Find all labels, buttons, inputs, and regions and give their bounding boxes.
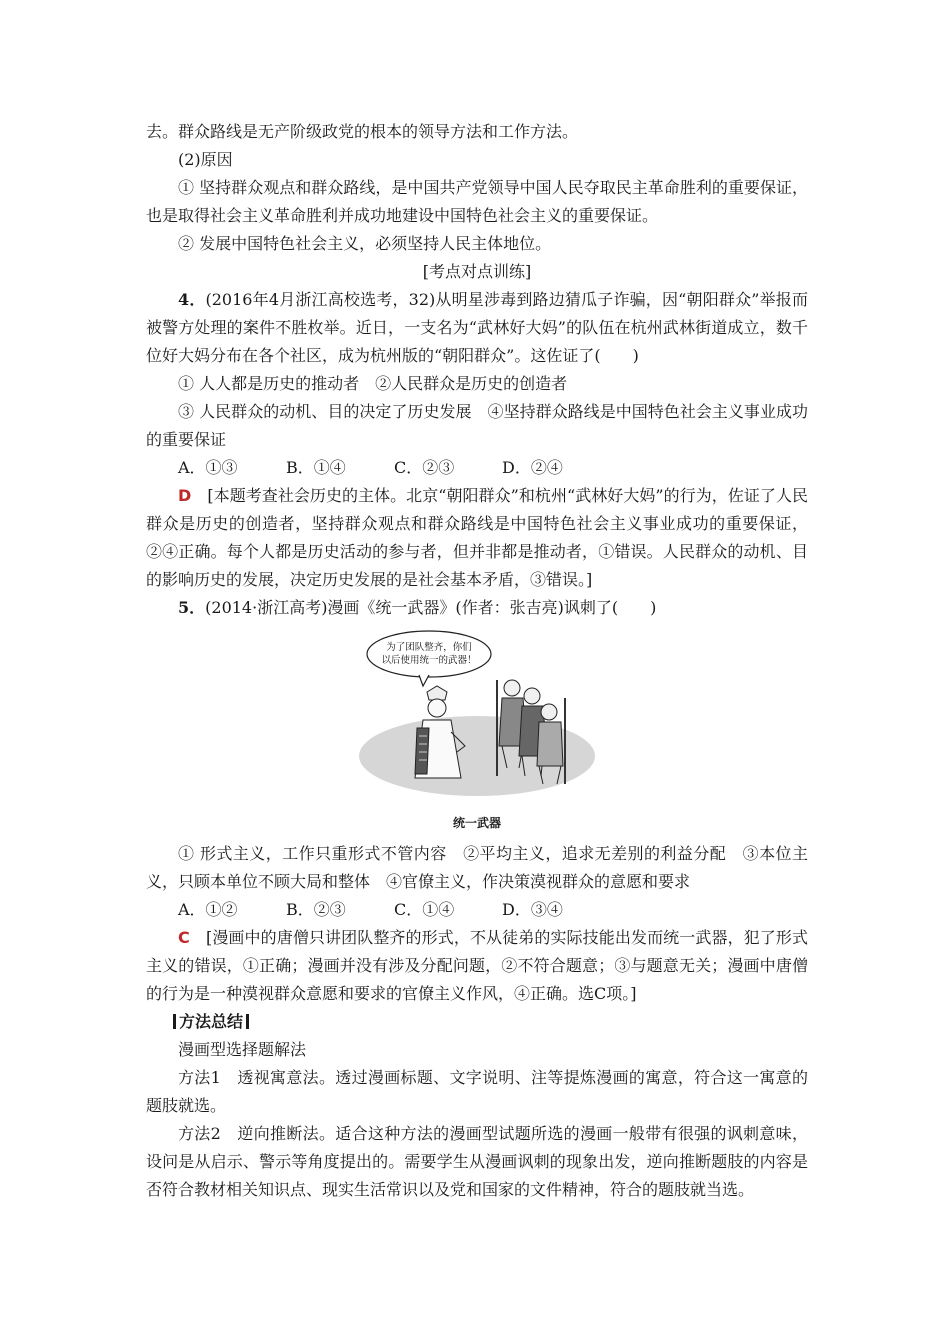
analysis-text: [本题考查社会历史的主体。北京“朝阳群众”和杭州“武林好大妈”的行为，佐证了人民群众是历史的创造者，坚持群众观点和群众路线是中国特色社会主义事业成功的重要保证，②④正确。每个人都是历史活动的参与者，但并非都是推动者，①错误。人民群众的动机、目的影响历史的发展，决定历史发展的是社会基本矛盾，③错误。] — [146, 486, 808, 589]
cartoon-caption: 统一武器 — [452, 816, 501, 830]
speech-bubble-tail — [419, 675, 429, 686]
cartoon-illustration — [357, 628, 597, 808]
bubble-text-1: 为了团队整齐，你们 — [386, 642, 472, 653]
answer-letter: D — [178, 486, 192, 505]
reason-item-1: ① 坚持群众观点和群众路线，是中国共产党领导中国人民夺取民主革命胜利的重要保证，也是取得社会主义革命胜利并成功地建设中国特色社会主义的重要保证。 — [146, 178, 808, 225]
question-4-items-1: ① 人人都是历史的推动者 ②人民群众是历史的创造者 — [178, 374, 568, 393]
section-title: [考点对点训练] — [422, 262, 532, 281]
question-4-number: 4． — [178, 290, 206, 309]
reason-title: (2)原因 — [178, 150, 233, 169]
question-5-number: 5． — [178, 598, 206, 617]
heading-bar-right — [246, 1014, 249, 1029]
option-a: A．①② — [178, 900, 238, 919]
option-d: D．③④ — [502, 900, 563, 919]
question-4-stem — [146, 286, 808, 370]
question-4-options — [146, 454, 808, 482]
bubble-text-2: 以后使用统一的武器！ — [381, 655, 477, 666]
option-a: A．①③ — [178, 458, 238, 477]
option-d: D．②④ — [502, 458, 563, 477]
question-4-items-2: ③ 人民群众的动机、目的决定了历史发展 ④坚持群众路线是中国特色社会主义事业成功的重要保证 — [146, 402, 808, 449]
question-5-items: ① 形式主义，工作只重形式不管内容 ②平均主义，追求无差别的利益分配 ③本位主义，只顾本单位不顾大局和整体 ④官僚主义，作决策漠视群众的意愿和要求 — [146, 844, 808, 891]
heading-bar-left — [173, 1014, 176, 1029]
method-summary-label: 方法总结 — [179, 1012, 244, 1031]
question-4-analysis — [146, 482, 808, 594]
analysis-text: [漫画中的唐僧只讲团队整齐的形式，不从徒弟的实际技能出发而统一武器，犯了形式主义的错误，①正确；漫画并没有涉及分配问题，②不符合题意；③与题意无关；漫画中唐僧的行为是一种漠视群众意愿和要求的官僚主义作风，④正确。选C项。] — [146, 928, 808, 1003]
document-page — [146, 118, 808, 1204]
question-4-text: (2016年4月浙江高校选考，32)从明星涉毒到路边猜瓜子诈骗，因“朝阳群众”举报而被警方处理的案件不胜枚举。近日，一支名为“武林好大妈”的队伍在杭州武林街道成立，数千位好大妈分布在各个社区，成为杭州版的“朝阳群众”。这佐证了( ) — [146, 290, 808, 365]
question-5-text: (2014·浙江高考)漫画《统一武器》(作者：张吉亮)讽刺了( ) — [205, 598, 657, 617]
answer-letter: C — [178, 928, 190, 947]
method-1: 方法1 透视寓意法。透过漫画标题、文字说明、注等提炼漫画的寓意，符合这一寓意的题肢就选。 — [146, 1068, 808, 1115]
option-c: C．②③ — [394, 458, 455, 477]
question-5-options — [146, 896, 808, 924]
option-b: B．①④ — [286, 458, 346, 477]
method-summary-title: 漫画型选择题解法 — [178, 1040, 307, 1059]
method-2: 方法2 逆向推断法。适合这种方法的漫画型试题所选的漫画一般带有很强的讽刺意味，设问是从启示、警示等角度提出的。需要学生从漫画讽刺的现象出发，逆向推断题肢的内容是否符合教材相关知识点、现实生活常识以及党和国家的文件精神，符合的题肢就当选。 — [146, 1124, 808, 1199]
method-summary-heading — [146, 1008, 808, 1036]
speech-bubble — [367, 631, 491, 677]
cartoon-figure — [146, 628, 808, 832]
question-5-stem — [146, 594, 808, 622]
option-c: C．①④ — [394, 900, 455, 919]
option-b: B．②③ — [286, 900, 346, 919]
reason-item-2: ② 发展中国特色社会主义，必须坚持人民主体地位。 — [178, 234, 552, 253]
question-5-analysis — [146, 924, 808, 1008]
intro-line: 去。群众路线是无产阶级政党的根本的领导方法和工作方法。 — [146, 122, 579, 141]
